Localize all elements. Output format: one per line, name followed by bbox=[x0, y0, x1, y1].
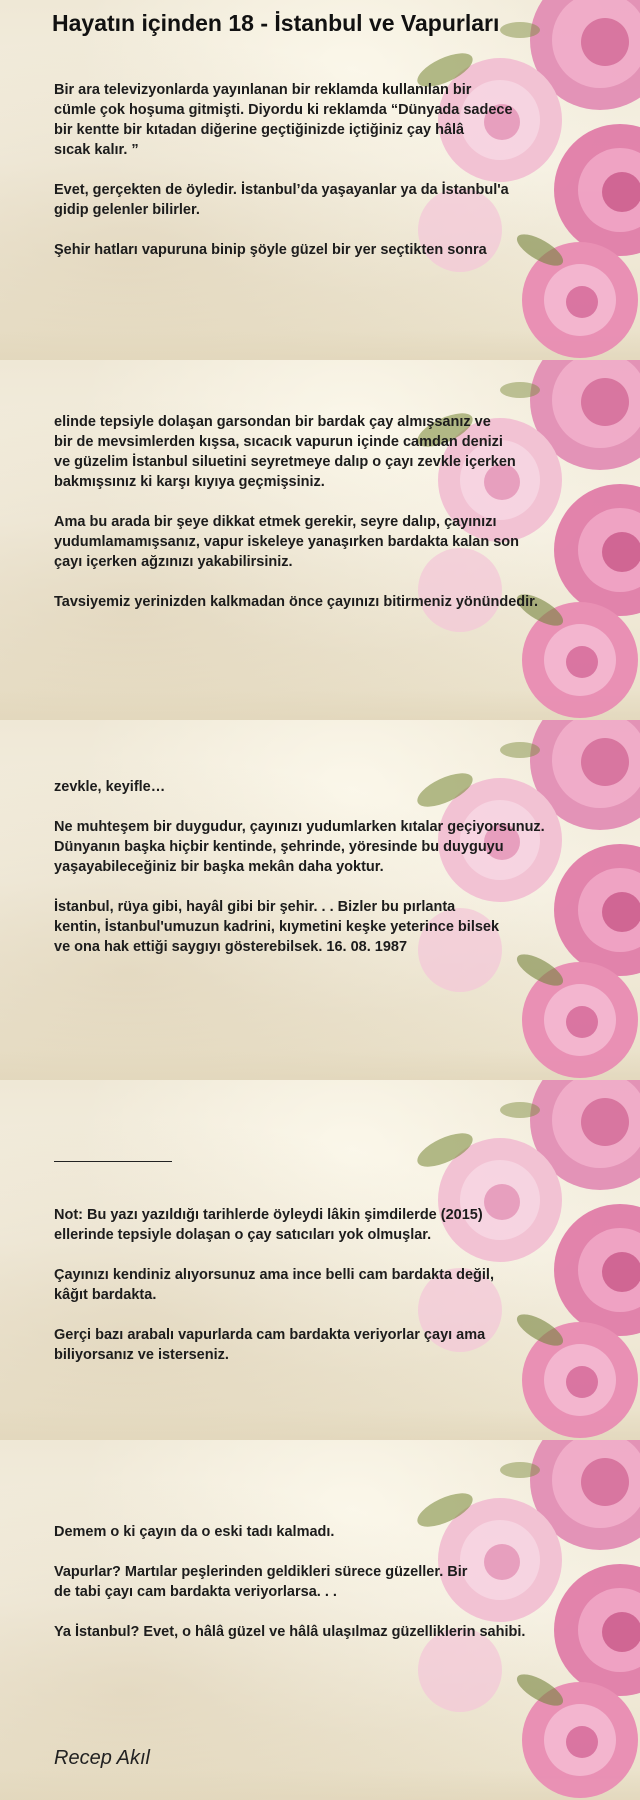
text-line: Evet, gerçekten de öyledir. İstanbul’da yaşayanlar ya da İstanbul'a bbox=[54, 182, 509, 198]
text-line: bir kentte bir kıtadan diğerine geçtiğinizde içtiğiniz çay hâlâ bbox=[54, 122, 465, 138]
text-line: yudumlamamışsanız, vapur iskeleye yanaşırken bardakta kalan son bbox=[54, 534, 520, 550]
text-line: sıcak kalır. ” bbox=[54, 142, 139, 158]
card-panel-4 bbox=[0, 1080, 640, 1440]
text-line: ellerinde tepsiyle dolaşan o çay satıcıları yok olmuşlar. bbox=[54, 1227, 432, 1243]
card-panel-5 bbox=[0, 1440, 640, 1800]
text-line: de tabi çayı cam bardakta veriyorlarsa. . . bbox=[54, 1584, 337, 1600]
text-line: Ama bu arada bir şeye dikkat etmek gerekir, seyre dalıp, çayınızı bbox=[54, 514, 497, 530]
text-line: Vapurlar? Martılar peşlerinden geldikleri sürece güzeller. Bir bbox=[54, 1564, 468, 1580]
panel-text-1 bbox=[54, 80, 513, 260]
panel-text-4 bbox=[54, 1148, 494, 1365]
card-panel-1 bbox=[0, 0, 640, 360]
text-line: ve güzelim İstanbul siluetini seyretmeye dalıp o çayı zevkle içerken bbox=[54, 454, 516, 470]
panel-text-2 bbox=[54, 412, 538, 612]
text-line: ve ona hak ettiği saygıyı gösterebilsek. 16. 08. 1987 bbox=[54, 939, 408, 955]
panel-text-3 bbox=[54, 777, 545, 957]
text-line: Çayınızı kendiniz alıyorsunuz ama ince belli cam bardakta değil, bbox=[54, 1267, 494, 1283]
text-line: Bir ara televizyonlarda yayınlanan bir reklamda kullanılan bir bbox=[54, 82, 472, 98]
text-line: gidip gelenler bilirler. bbox=[54, 202, 200, 218]
text-line: kâğıt bardakta. bbox=[54, 1287, 157, 1303]
text-line: bir de mevsimlerden kışsa, sıcacık vapurun içinde camdan denizi bbox=[54, 434, 503, 450]
text-line: biliyorsanız ve isterseniz. bbox=[54, 1347, 229, 1363]
text-line: Ya İstanbul? Evet, o hâlâ güzel ve hâlâ ulaşılmaz güzelliklerin sahibi. bbox=[54, 1624, 526, 1640]
text-line: yaşayabileceğiniz bir başka mekân daha yoktur. bbox=[54, 859, 384, 875]
text-line: zevkle, keyifle… bbox=[54, 779, 166, 795]
panel-text-5 bbox=[54, 1522, 525, 1642]
separator-rule bbox=[54, 1161, 172, 1162]
text-line: Gerçi bazı arabalı vapurlarda cam bardakta veriyorlar çayı ama bbox=[54, 1327, 486, 1343]
text-line: Tavsiyemiz yerinizden kalkmadan önce çayınızı bitirmeniz yönündedir. bbox=[54, 594, 539, 610]
author-signature: Recep Akıl bbox=[54, 1747, 150, 1769]
text-line: İstanbul, rüya gibi, hayâl gibi bir şehir. . . Bizler bu pırlanta bbox=[54, 899, 456, 915]
text-line: cümle çok hoşuma gitmişti. Diyordu ki reklamda “Dünyada sadece bbox=[54, 102, 513, 118]
text-line: Demem o ki çayın da o eski tadı kalmadı. bbox=[54, 1524, 335, 1540]
card-panel-2 bbox=[0, 360, 640, 720]
text-line: Not: Bu yazı yazıldığı tarihlerde öyleydi lâkin şimdilerde (2015) bbox=[54, 1207, 483, 1223]
text-line: Dünyanın başka hiçbir kentinde, şehrinde, yöresinde bu duyguyu bbox=[54, 839, 504, 855]
text-line: elinde tepsiyle dolaşan garsondan bir bardak çay almışsanız ve bbox=[54, 414, 491, 430]
text-line: Ne muhteşem bir duygudur, çayınızı yudumlarken kıtalar geçiyorsunuz. bbox=[54, 819, 545, 835]
card-panel-3 bbox=[0, 720, 640, 1080]
text-line: çayı içerken ağzınızı yakabilirsiniz. bbox=[54, 554, 293, 570]
text-line: kentin, İstanbul'umuzun kadrini, kıymetini keşke yeterince bilsek bbox=[54, 919, 500, 935]
text-line: bakmışsınız ki karşı kıyıya geçmişsiniz. bbox=[54, 474, 325, 490]
page-title: Hayatın içinden 18 - İstanbul ve Vapurları bbox=[52, 10, 500, 36]
text-line: Şehir hatları vapuruna binip şöyle güzel bir yer seçtikten sonra bbox=[54, 242, 487, 258]
